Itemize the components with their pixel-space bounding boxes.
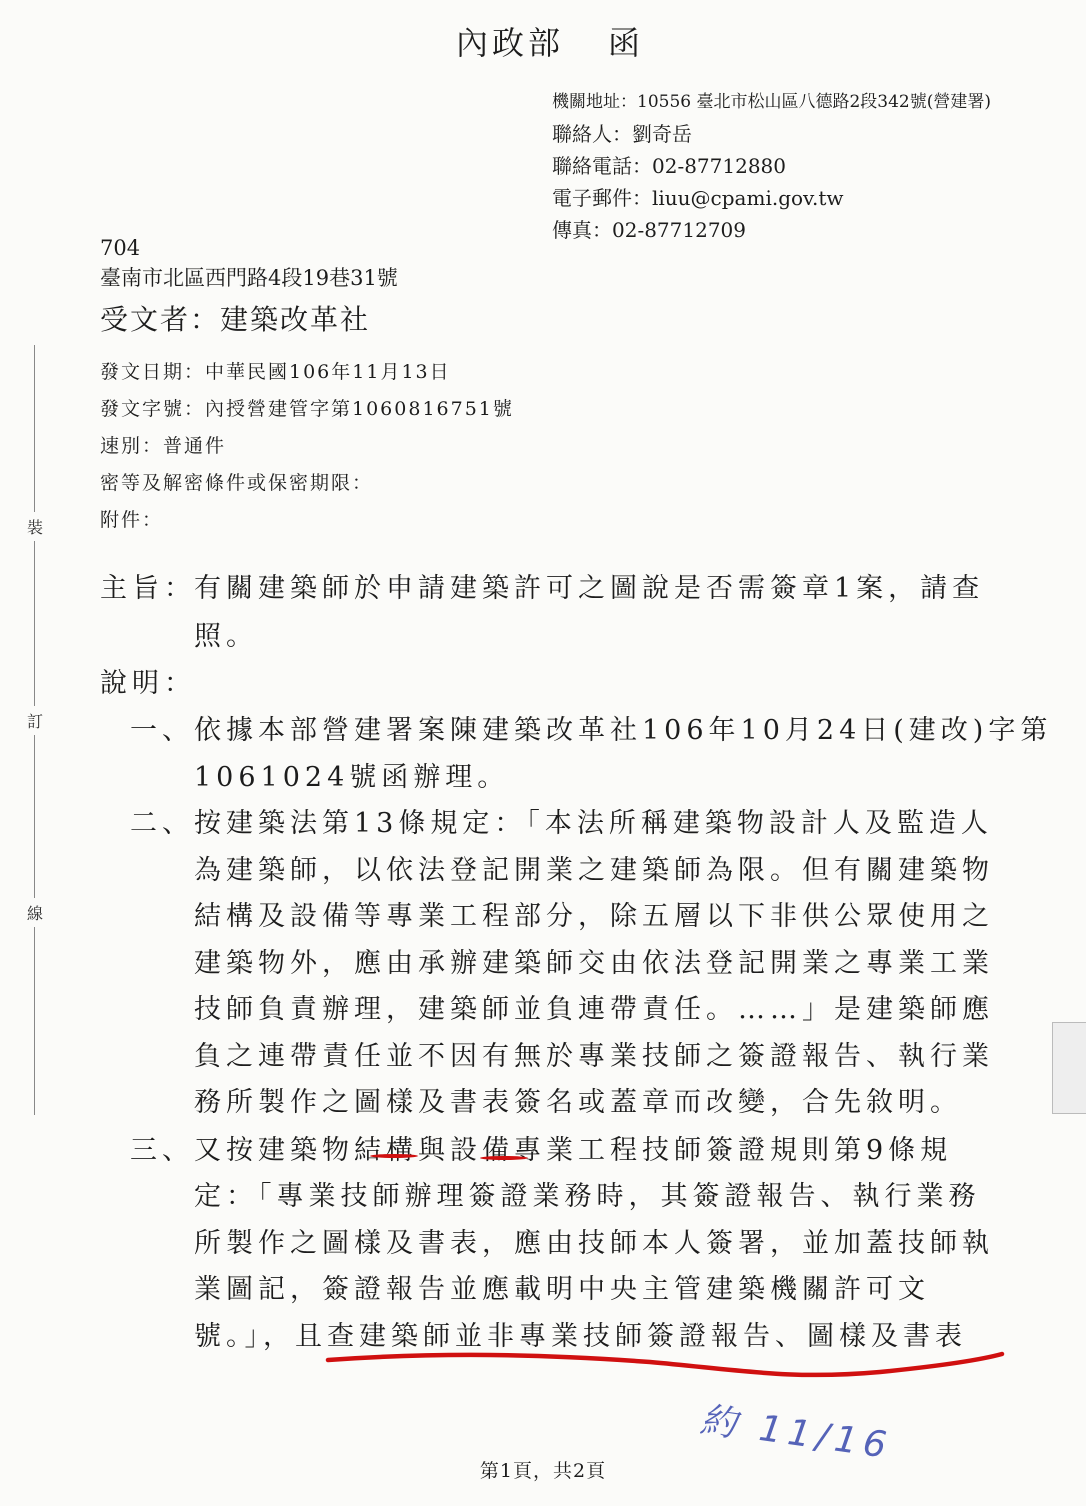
recipient-address: 臺南市北區西門路4段19巷31號 <box>100 266 398 290</box>
contact-phone: 聯絡電話：02-87712880 <box>552 154 787 178</box>
item-line: 結構及設備等專業工程部分，除五層以下非供公眾使用之 <box>194 901 994 932</box>
item-number: 一、 <box>130 715 194 746</box>
contact-block <box>552 86 991 246</box>
issue-date: 發文日期：中華民國106年11月13日 <box>100 361 451 383</box>
item-number: 二、 <box>130 808 194 839</box>
red-underline <box>480 1156 528 1160</box>
item-line: 依據本部營建署案陳建築改革社106年10月24日(建改)字第 <box>194 715 1053 746</box>
explanation-label: 說明： <box>100 668 196 699</box>
item-line: 號。」，且查建築師並非專業技師簽證報告、圖樣及書表 <box>194 1321 967 1352</box>
document-type: 函 <box>608 24 645 62</box>
contact-email: 電子郵件：liuu@cpami.gov.tw <box>552 186 844 210</box>
item-line: 所製作之圖樣及書表，應由技師本人簽署，並加蓋技師執 <box>194 1228 994 1259</box>
contact-fax: 傳真：02-87712709 <box>552 218 747 242</box>
item-line: 負之連帶責任並不因有無於專業技師之簽證報告、執行業 <box>194 1041 994 1072</box>
contact-person: 聯絡人：劉奇岳 <box>552 122 692 146</box>
item-line: 業圖記，簽證報告並應載明中央主管建築機關許可文 <box>194 1274 930 1305</box>
document-title <box>0 18 1086 64</box>
red-pen-stroke <box>320 1340 1010 1390</box>
item-line: 建築物外，應由承辦建築師交由依法登記開業之專業工業 <box>194 948 994 979</box>
item-line: 定：「專業技師辦理簽證業務時，其簽證報告、執行業務 <box>194 1181 981 1212</box>
item-line: 1061024號函辦理。 <box>194 762 510 793</box>
document-meta <box>100 354 514 539</box>
binding-mark: 訂 <box>27 706 43 735</box>
item-line: 為建築師，以依法登記開業之建築師為限。但有關建築物 <box>194 855 994 886</box>
page-number: 第1頁，共2頁 <box>479 1460 607 1482</box>
handwritten-note: 約 11/16 <box>697 1399 895 1468</box>
subject-label: 主旨： <box>100 573 196 604</box>
binding-mark: 裝 <box>27 512 43 541</box>
agency-name: 內政部 <box>455 24 564 62</box>
attachment: 附件： <box>100 509 164 531</box>
subject-line: 照。 <box>194 621 258 652</box>
secrecy-level: 密等及解密條件或保密期限： <box>100 472 374 494</box>
item-line: 按建築法第13條規定：「本法所稱建築物設計人及監造人 <box>194 808 993 839</box>
item-line: 又按建築物結構與設備專業工程技師簽證規則第9條規 <box>194 1135 953 1166</box>
agency-address: 機關地址：10556 臺北市松山區八德路2段342號(營建署) <box>552 92 992 112</box>
delivery-speed: 速別：普通件 <box>100 435 227 457</box>
side-stamp <box>1052 1022 1086 1114</box>
postal-code: 704 <box>100 236 141 260</box>
binding-mark: 線 <box>27 898 43 927</box>
item-number: 三、 <box>130 1135 194 1166</box>
document-number: 發文字號：內授營建管字第1060816751號 <box>100 398 514 420</box>
recipient: 受文者：建築改革社 <box>100 303 371 336</box>
subject-line: 有關建築師於申請建築許可之圖說是否需簽章1案，請查 <box>194 573 985 604</box>
item-line: 技師負責辦理，建築師並負連帶責任。……」是建築師應 <box>194 994 994 1025</box>
red-underline <box>370 1154 418 1158</box>
item-line: 務所製作之圖樣及書表簽名或蓋章而改變，合先敘明。 <box>194 1087 962 1118</box>
